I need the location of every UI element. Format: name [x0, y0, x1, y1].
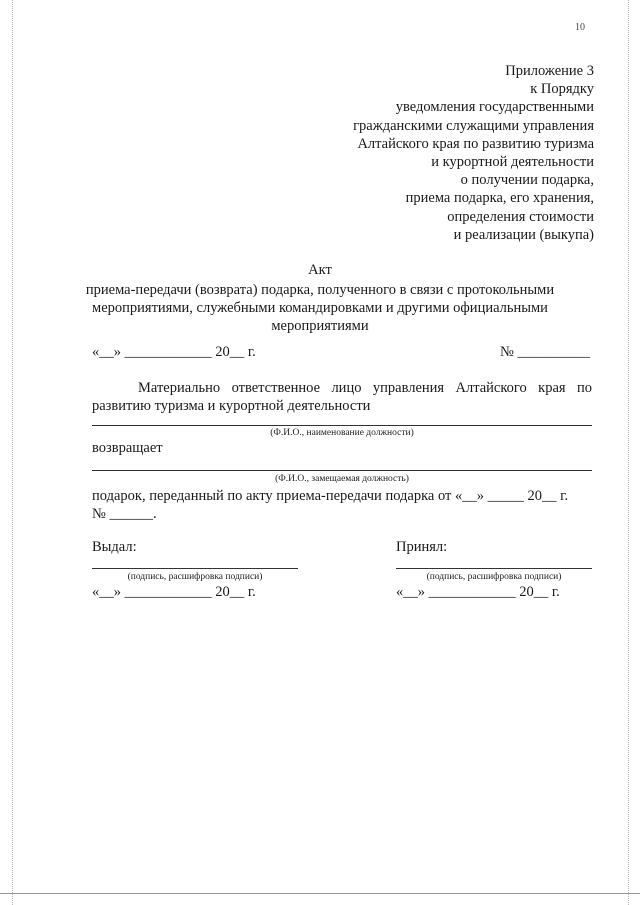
caption-fio-held: (Ф.И.О., замещаемая должность)	[275, 474, 409, 484]
act-heading: Акт	[308, 262, 332, 278]
paragraph-line: Материально ответственное лицо управления Алтайского края по	[138, 380, 592, 396]
gift-line: подарок, переданный по акту приема-передачи подарка от «__» _____ 20__ г.	[92, 488, 569, 504]
caption-signature-left: (подпись, расшифровка подписи)	[127, 572, 263, 582]
scan-bottom-edge	[0, 893, 640, 894]
signature-right-line	[396, 568, 592, 569]
caption-signature-right: (подпись, расшифровка подписи)	[426, 572, 562, 582]
date-right: «__» ____________ 20__ г.	[396, 584, 560, 600]
fio-held-fill-line	[92, 470, 592, 471]
accepted-label: Принял:	[396, 539, 448, 555]
act-date: «__» ____________ 20__ г.	[92, 344, 256, 360]
appendix-line: Приложение 3	[505, 63, 594, 79]
left-margin-scan-artifact	[12, 0, 13, 905]
appendix-header	[294, 62, 594, 244]
appendix-line: гражданскими служащими управления	[353, 117, 594, 134]
appendix-line: и курортной деятельности	[431, 154, 594, 171]
act-title-line: мероприятиями	[271, 318, 369, 334]
act-title-line: приема-передачи (возврата) подарка, полученного в связи с протокольными	[85, 282, 555, 298]
fio-position-fill-line	[92, 425, 592, 426]
paragraph-line: развитию туризма и курортной деятельности	[92, 398, 371, 414]
act-number: № __________	[500, 344, 590, 360]
gift-number: № ______.	[92, 506, 157, 522]
page-number: 10	[575, 22, 585, 33]
appendix-line: уведомления государственными	[395, 99, 594, 116]
right-margin-scan-artifact	[628, 0, 629, 905]
appendix-line: и реализации (выкупа)	[453, 226, 594, 243]
issued-label: Выдал:	[92, 539, 137, 555]
appendix-line: приема подарка, его хранения,	[405, 190, 594, 207]
returns-label: возвращает	[92, 440, 163, 456]
caption-fio-position: (Ф.И.О., наименование должности)	[270, 428, 414, 438]
appendix-line: определения стоимости	[447, 208, 594, 225]
appendix-line: о получении подарка,	[460, 172, 594, 189]
act-title-line: мероприятиями, служебными командировками и другими официальными	[92, 300, 548, 316]
date-left: «__» ____________ 20__ г.	[92, 584, 256, 600]
appendix-line: к Порядку	[530, 81, 594, 98]
signature-left-line	[92, 568, 298, 569]
appendix-line: Алтайского края по развитию туризма	[357, 135, 594, 152]
